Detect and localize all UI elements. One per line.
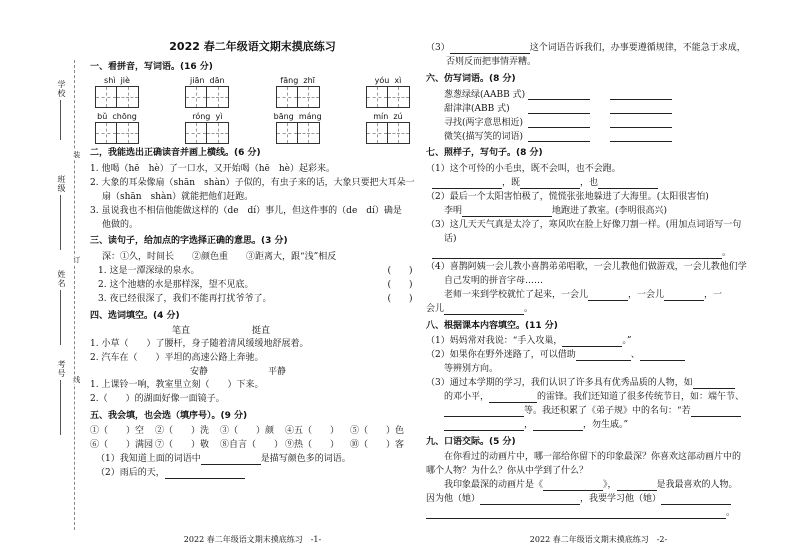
pinyin-item[interactable]: shì jiè [90, 76, 144, 108]
answer-blank[interactable] [691, 407, 741, 417]
question-line: （2）如果你在野外迷路了，可以借助 、 [426, 349, 771, 363]
question-line: 自己发明的拼音字母…… [444, 275, 544, 286]
question-line: 。 [426, 247, 771, 261]
section-8-heading: 八、根据课本内容填空。(11 分) [426, 320, 558, 331]
question-line: 2. 这个池塘的水是那样深，望不见底。 ( ) [90, 279, 415, 293]
page-two [426, 40, 771, 545]
fill-option[interactable]: ②（ ）洗 [155, 426, 210, 437]
imitation-item: 微笑(描写笑的词语) [426, 130, 771, 144]
question-line: （3）通过本学期的学习，我们认识了许多具有优秀品质的人物，如 [426, 377, 771, 391]
section-3-heading: 三、读句子，给加点的字选择正确的意思。(3 分) [90, 236, 288, 247]
fill-option[interactable]: ⑨热（ ） [285, 440, 340, 451]
answer-paren[interactable]: ( ) [387, 293, 413, 304]
answer-blank[interactable] [520, 179, 580, 189]
answer-blank[interactable] [444, 305, 524, 315]
section-7-heading: 七、照样子，写句子。(8 分) [426, 148, 543, 159]
section-4-heading: 四、选词填空。(4 分) [90, 310, 180, 321]
answer-blank[interactable] [562, 337, 622, 347]
exam-no-field[interactable] [60, 380, 61, 435]
question-line: （2）最后一个太阳害怕极了，慌慌张张地躲进了大海里。(太阳很害怕) [426, 191, 709, 202]
pinyin-row-1 [90, 76, 415, 108]
answer-blank[interactable] [533, 421, 583, 431]
class-label: 班级 [57, 175, 66, 193]
answer-blank[interactable] [462, 207, 552, 217]
answer-blank[interactable] [489, 393, 537, 403]
question-line: 2. 大象的耳朵像扇（shān shàn）子似的，有虫子来的话，大象只要把大耳朵一 [90, 177, 415, 188]
answer-blank[interactable] [610, 104, 672, 114]
school-field[interactable] [60, 100, 61, 140]
answer-blank[interactable] [543, 481, 603, 491]
cut-mark-1: 装 [72, 151, 81, 158]
question-line[interactable]: 2. 汽车在（ ）平坦的高速公路上奔驰。 [90, 353, 264, 364]
answer-blank[interactable] [480, 495, 580, 505]
section-9-heading: 九、口语交际。(5 分) [426, 436, 516, 447]
answer-blank[interactable] [426, 509, 726, 519]
pinyin-item[interactable]: bǔ chōng [90, 112, 144, 144]
question-line: 老师一来到学校就忙了起来，一会儿 ，一会儿 ，一 [444, 289, 723, 300]
answer-blank[interactable] [588, 291, 628, 301]
question-line: ， ，勿生戚。” [426, 419, 771, 433]
answer-blank[interactable] [693, 379, 735, 389]
section-5-heading: 五、我会填，也会选（填序号）。(9 分) [90, 410, 248, 421]
question-line: 1. 这是一潭深绿的泉水。 ( ) [90, 265, 415, 279]
answer-blank[interactable] [617, 481, 657, 491]
answer-blank[interactable] [664, 291, 704, 301]
answer-blank[interactable] [598, 179, 658, 189]
answer-blank[interactable] [444, 421, 524, 431]
imitation-item: 葱葱绿绿(AABB 式) [426, 88, 771, 102]
answer-blank[interactable] [432, 249, 722, 259]
question-line[interactable]: 1. 上课铃一响，教室里立刻（ ）下来。 [90, 380, 264, 391]
fill-option[interactable]: ④五（ ） [285, 426, 340, 437]
question-line: 因为他（她） ，我要学习他（她） [426, 493, 771, 507]
answer-blank[interactable] [661, 495, 731, 505]
class-field[interactable] [60, 195, 61, 250]
section-1-heading: 一、看拼音，写词语。(16 分) [90, 61, 213, 72]
pinyin-item[interactable]: róng yì [180, 112, 234, 144]
question-line: 3. 夜已经很深了，我们不能再打扰爷爷了。 ( ) [90, 293, 415, 307]
fill-option[interactable]: ①（ ）空 [90, 426, 145, 437]
pinyin-item[interactable]: mín zú [361, 112, 415, 144]
answer-blank[interactable] [610, 90, 672, 100]
fill-option[interactable]: ⑤（ ）色 [350, 426, 405, 437]
section-6-heading: 六、仿写词语。(8 分) [426, 74, 516, 84]
answer-blank[interactable] [640, 351, 685, 361]
question-line: 。 [426, 507, 771, 521]
page-one [90, 40, 415, 545]
fill-option[interactable]: ⑦（ ）敬 [155, 440, 210, 451]
question-line: ，既 ，也 [426, 177, 771, 191]
question-line: （3） 这个词语告诉我们，办事要遵循规律，不能急于求成， [426, 43, 746, 54]
exam-no-label: 考号 [57, 360, 66, 378]
question-line: 否则反而把事情弄糟。 [446, 57, 537, 68]
question-line: 在你看过的动画片中，哪一部给你留下的印象最深？你喜欢这部动画片中的 [444, 452, 742, 463]
question-line: 话) [444, 233, 457, 244]
pinyin-item[interactable]: fāng zhī [271, 76, 325, 108]
answer-blank[interactable] [201, 455, 261, 465]
answer-blank[interactable] [528, 104, 590, 114]
pinyin-item[interactable]: yóu xì [361, 76, 415, 108]
answer-blank[interactable] [576, 351, 631, 361]
answer-blank[interactable] [528, 90, 590, 100]
fill-option[interactable]: ⑩（ ）客 [350, 440, 405, 451]
question-line: 扇（shān shàn）就能把他们赶跑。 [102, 191, 254, 202]
school-label: 学校 [57, 80, 66, 98]
imitation-item: 寻找(两字意思相近) [426, 116, 771, 130]
word-pair-2: 安静 平静 [190, 366, 287, 377]
answer-paren[interactable]: ( ) [387, 279, 413, 290]
name-field[interactable] [60, 290, 61, 345]
pinyin-item[interactable]: bāng máng [271, 112, 325, 144]
question-line: （3）这几天天气真是太冷了，寒风吹在脸上好像刀割一样。(用加点词语写一句 [426, 219, 742, 230]
page-footer: 2022 春二年级语文期末摸底练习 -1- [183, 535, 322, 544]
answer-blank[interactable] [450, 44, 530, 54]
cut-mark-2: 订 [72, 256, 81, 263]
question-line: 哪个人物？为什么？你从中学到了什么？ [426, 466, 589, 477]
question-line: 李明 地跑进了教室。(李明很高兴) [444, 205, 668, 216]
answer-blank[interactable] [528, 118, 590, 128]
cut-mark-3: 线 [72, 376, 81, 383]
pinyin-item[interactable]: jiān dān [180, 76, 234, 108]
meaning-options: 深：①久，时间长 ②颜色重 ③距离大，跟“浅”相反 [102, 251, 337, 262]
name-label: 姓名 [57, 270, 66, 288]
word-pair-1: 笔直 挺直 [172, 325, 271, 336]
question-line: （2）雨后的天， [90, 467, 415, 481]
binding-dashed-line [74, 60, 75, 530]
question-line: 会儿 。 [426, 303, 534, 314]
answer-blank[interactable] [165, 469, 245, 479]
pinyin-row-2 [90, 112, 415, 144]
imitation-item: 甜津津(ABB 式) [426, 102, 771, 116]
question-line: 1. 他喝（hē hè）了一口水，又开始喝（hē hè）起彩来。 [90, 163, 335, 174]
page-footer: 2022 春二年级语文期末摸底练习 -2- [529, 535, 668, 544]
page-title: 2022 春二年级语文期末摸底练习 [169, 40, 336, 53]
question-line: 的邓小平， 的雷锋。我们还知道了很多传统节日，如：端午节、 [444, 392, 745, 403]
question-line: （1）妈妈常对我说：“手入攻巢， 。” [426, 336, 632, 347]
answer-blank[interactable] [528, 132, 590, 142]
question-line: 等。我还积累了《弟子规》中的名句：“若 [426, 405, 771, 419]
question-line: 我印象最深的动画片是《 》， 是我最喜欢的人物。 [444, 480, 738, 491]
question-line[interactable]: 1. 小草（ ）了腰杆，身子随着清风缓缓地舒展着。 [90, 339, 309, 350]
question-line: 等辨别方向。 [444, 364, 499, 375]
fill-option[interactable]: ⑧自言（ ） [220, 440, 284, 451]
fill-options-grid [90, 425, 415, 453]
answer-paren[interactable]: ( ) [387, 265, 413, 276]
question-line: （1）我知道上面的词语中 是描写颜色多的词语。 [96, 454, 351, 465]
question-line: 他做的。 [102, 219, 139, 230]
question-line: （1）这个可怜的小毛虫，既不会叫，也不会跑。 [426, 163, 621, 174]
section-2-heading: 二，我能选出正确读音并画上横线。(6 分) [90, 148, 261, 158]
question-line[interactable]: 2.（ ）的湖面好像一面镜子。 [90, 394, 225, 405]
question-line: （4）喜鹊阿姨一会儿教小喜鹊弟弟唱歌，一会儿教他们做游戏，一会儿教他们学 [426, 261, 747, 272]
answer-blank[interactable] [432, 179, 502, 189]
answer-blank[interactable] [444, 407, 524, 417]
fill-option[interactable]: ③（ ）颜 [220, 426, 275, 437]
question-line: 3. 虽说我也不相信他能做这样的（de dí）事儿，但这件事的（de dí）确是 [90, 205, 402, 216]
fill-option[interactable]: ⑥（ ）满园 [90, 440, 154, 451]
answer-blank[interactable] [610, 118, 672, 128]
binding-strip [0, 0, 88, 550]
answer-blank[interactable] [610, 132, 672, 142]
